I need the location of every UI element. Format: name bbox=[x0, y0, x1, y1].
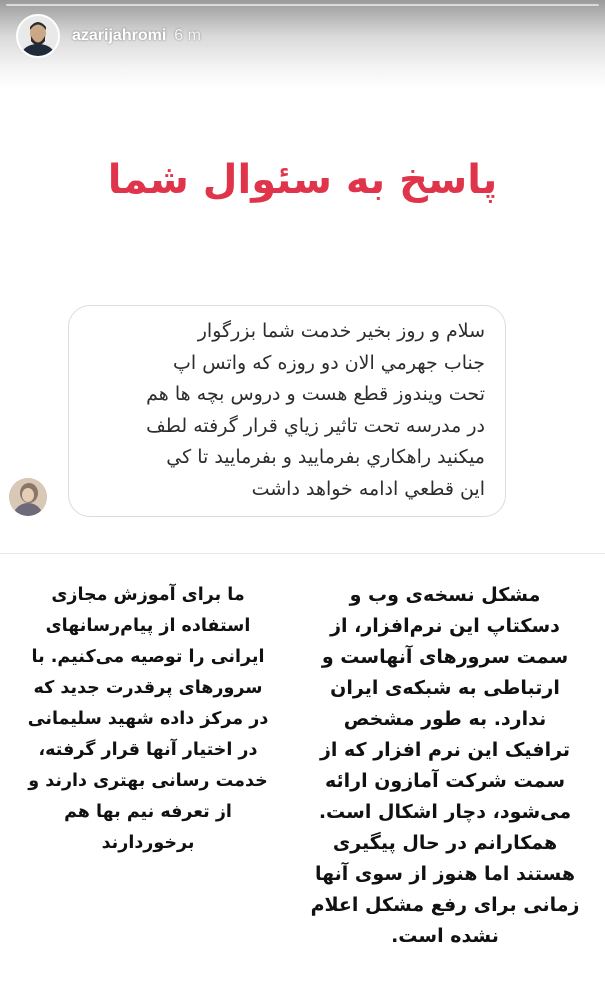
question-line: جناب جهرمي الان دو روزه كه واتس اپ bbox=[173, 351, 485, 374]
answer-line: همکارانم در حال پیگیری bbox=[332, 832, 558, 854]
profile-avatar-icon[interactable] bbox=[16, 14, 60, 58]
answer-line: سمت سرورهای آنهاست و bbox=[321, 646, 569, 668]
question-line: ميكنيد راهكاري بفرماييد و بفرماييد تا كي bbox=[166, 446, 485, 468]
username-link[interactable]: azarijahromi bbox=[72, 27, 167, 44]
story-title: پاسخ به سئوال شما bbox=[107, 157, 498, 203]
answer-line: می‌شود، دچار اشکال است. bbox=[318, 801, 572, 823]
question-bubble bbox=[68, 305, 506, 517]
answer-line: زمانی برای رفع مشکل اعلام bbox=[310, 894, 580, 916]
answer-line: ترافیک این نرم افزار که از bbox=[319, 739, 571, 761]
answer-line: ندارد. به طور مشخص bbox=[343, 708, 547, 730]
answer-left-column bbox=[12, 580, 284, 859]
section-divider bbox=[0, 553, 605, 554]
answer-line: سرورهای پرقدرت جدید که bbox=[33, 678, 263, 698]
answer-line: مشکل نسخه‌ی وب و bbox=[349, 584, 541, 606]
question-line: در مدرسه تحت تاثير زياي قرار گرفته لطف bbox=[146, 414, 485, 437]
answer-line: هستند اما هنوز از سوی آنها bbox=[314, 863, 576, 885]
story-progress-bar bbox=[6, 4, 599, 6]
answer-right-column bbox=[300, 580, 590, 952]
answer-line: خدمت رسانی بهتری دارند و bbox=[28, 771, 268, 791]
answer-line: ما برای آموزش مجازی bbox=[51, 585, 245, 605]
story-header[interactable] bbox=[16, 14, 201, 58]
question-line: تحت ويندوز قطع هست و دروس بچه ها هم bbox=[146, 383, 485, 405]
answer-line: سمت شرکت آمازون ارائه bbox=[324, 770, 566, 792]
answer-line: استفاده از پیام‌رسانهای bbox=[45, 616, 251, 636]
answer-line: از تعرفه نیم بها هم bbox=[64, 802, 232, 822]
answer-line: نشده است. bbox=[391, 925, 499, 947]
answer-line: ایرانی را توصیه می‌کنیم. با bbox=[31, 647, 265, 667]
answer-line: در مرکز داده شهید سلیمانی bbox=[27, 709, 269, 729]
answer-line: برخوردارند bbox=[101, 833, 195, 853]
answer-line: دسکتاپ این نرم‌افزار، از bbox=[330, 615, 560, 637]
answer-line: ارتباطی به شبکه‌ی ایران bbox=[330, 677, 560, 699]
asker-avatar-icon bbox=[9, 478, 47, 516]
question-line: سلام و روز بخير خدمت شما بزرگوار bbox=[197, 320, 485, 342]
answer-line: در اختیار آنها قرار گرفته، bbox=[38, 740, 258, 760]
post-time: 6 m bbox=[174, 27, 201, 44]
question-line: اين قطعي ادامه خواهد داشت bbox=[251, 477, 485, 500]
